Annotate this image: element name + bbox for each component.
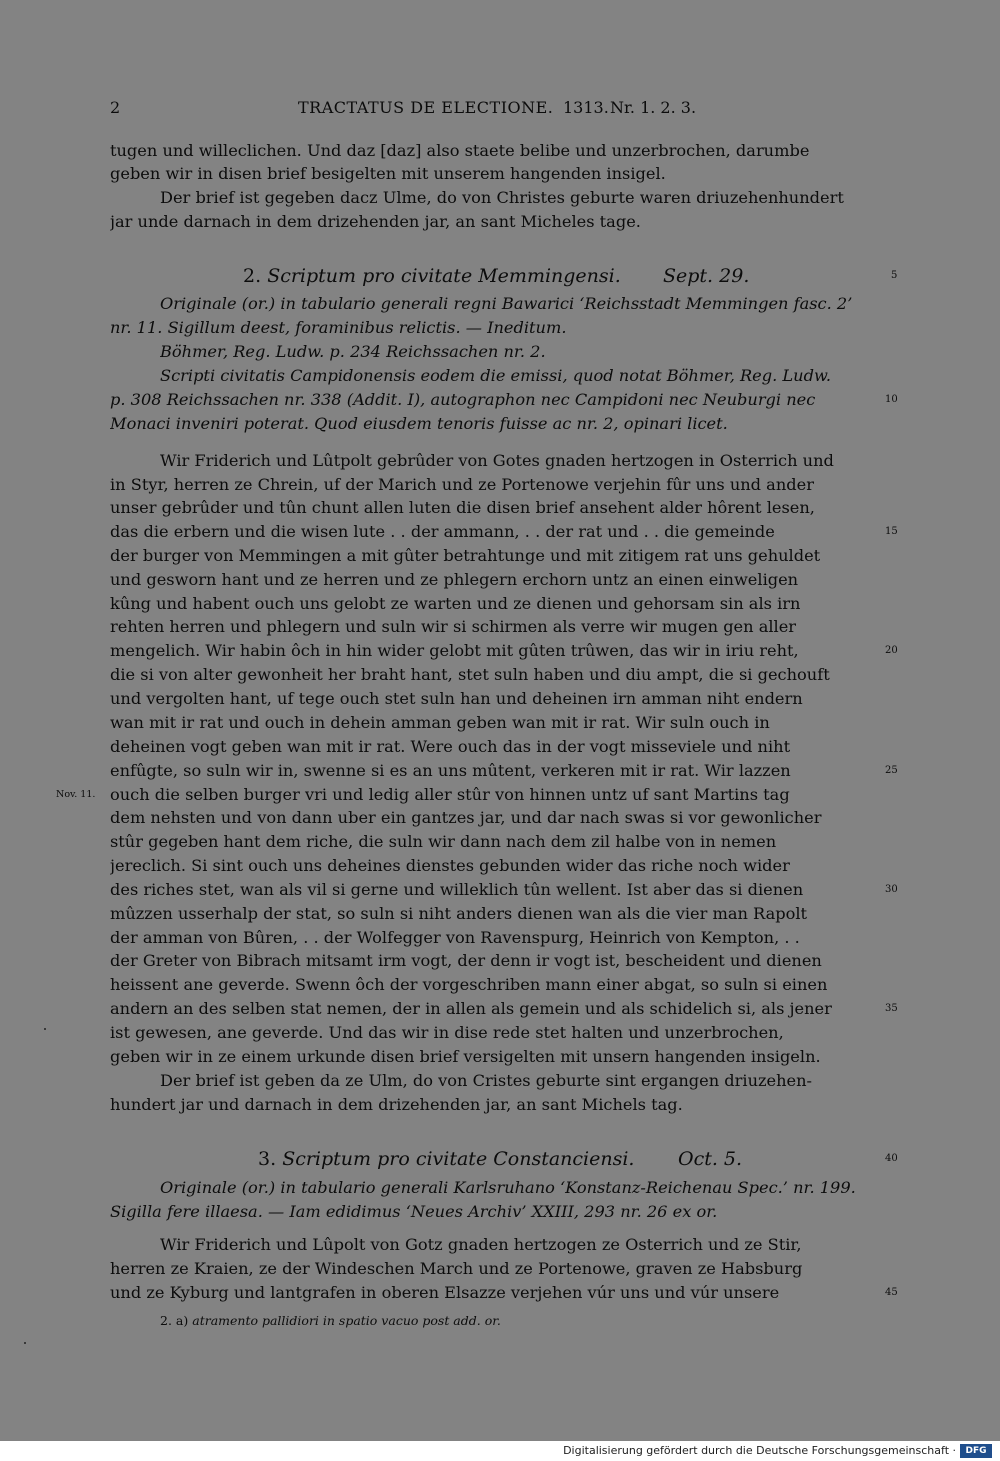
apparatus-line: Originale (or.) in tabulario generali Karlsruhano ‘Konstanz-Reichenau Spec.’ nr. 199. — [160, 1178, 856, 1197]
text-line: Der brief ist gegeben dacz Ulme, do von Christes geburte waren driuzehenhundert — [160, 188, 844, 207]
apparatus-line: Böhmer, Reg. Ludw. p. 234 Reichssachen nr. 2. — [160, 342, 546, 361]
footnote-ref: 2. — [160, 1313, 172, 1328]
section-date: Sept. 29. — [663, 265, 750, 287]
text-line: jar unde darnach in dem drizehenden jar, an sant Micheles tage. — [110, 212, 641, 231]
text-line: die si von alter gewonheit her braht hant, stet suln haben und diu ampt, die si gechouft — [110, 665, 830, 684]
footnote-mark: a) — [175, 1313, 189, 1328]
text-line: mûzzen usserhalp der stat, so suln si niht anders dienen wan als die vier man Rapolt — [110, 904, 808, 923]
apparatus-line: p. 308 Reichssachen nr. 338 (Addit. I), autographon nec Campidoni nec Neuburgi nec — [110, 390, 816, 409]
section-number: 3. — [258, 1148, 277, 1170]
running-year: 1313. — [563, 98, 609, 117]
running-doc-numbers: Nr. 1. 2. 3. — [610, 98, 697, 117]
text-line: deheinen vogt geben wan mit ir rat. Were ouch das in der vogt misseviele und niht — [110, 737, 791, 756]
text-line: der burger von Memmingen a mit gûter betrahtunge und mit zitigem rat uns gehuldet — [110, 546, 821, 565]
text-line: mengelich. Wir habin ôch in hin wider gelobt mit gûten trûwen, das wir in iriu reht, — [110, 641, 799, 660]
footnote-text: atramento pallidiori in spatio vacuo post add. or. — [192, 1313, 501, 1328]
text-line: unser gebrûder und tûn chunt allen luten die disen brief ansehent alder hôrent lesen, — [110, 498, 815, 517]
section-title: Scriptum pro civitate Memmingensi. — [267, 265, 621, 287]
running-title: TRACTATUS DE ELECTIONE. — [298, 98, 554, 117]
text-line: und gesworn hant und ze herren und ze phlegern erchorn untz an einen einweligen — [110, 570, 799, 589]
line-number: 15 — [885, 526, 898, 537]
line-number: 35 — [885, 1003, 898, 1014]
section-heading — [258, 1147, 634, 1171]
text-line: andern an des selben stat nemen, der in allen als gemein und als schidelich si, als jener — [110, 999, 832, 1018]
text-line: der amman von Bûren, . . der Wolfegger von Ravenspurg, Heinrich von Kempton, . . — [110, 928, 800, 947]
apparatus-line: nr. 11. Sigillum deest, foraminibus relictis. — Ineditum. — [110, 318, 567, 337]
text-line: und ze Kyburg und lantgrafen in oberen Elsazze verjehen vúr uns und vúr unsere — [110, 1283, 780, 1302]
text-line: enfûgte, so suln wir in, swenne si es an uns mûtent, verkeren mit ir rat. Wir lazzen — [110, 761, 791, 780]
text-line: tugen und willeclichen. Und daz [daz] also staete belibe und unzerbrochen, darumbe — [110, 141, 810, 160]
text-line: Der brief ist geben da ze Ulm, do von Cristes geburte sint ergangen driuzehen- — [160, 1071, 812, 1090]
text-line: stûr gegeben hant dem riche, die suln wir dann nach dem zil halbe von in nemen — [110, 832, 777, 851]
line-number: 20 — [885, 645, 898, 656]
text-line: das die erbern und die wisen lute . . der ammann, . . der rat und . . die gemeinde — [110, 522, 775, 541]
line-number: 45 — [885, 1287, 898, 1298]
apparatus-line: Scripti civitatis Campidonensis eodem die emissi, quod notat Böhmer, Reg. Ludw. — [160, 366, 832, 385]
apparatus-line: Monaci inveniri poterat. Quod eiusdem tenoris fuisse ac nr. 2, opinari licet. — [110, 414, 728, 433]
credit-text: Digitalisierung gefördert durch die Deutsche Forschungsgemeinschaft · — [563, 1444, 956, 1457]
text-line: und vergolten hant, uf tege ouch stet suln han und deheinen irn amman niht endern — [110, 689, 803, 708]
text-line: in Styr, herren ze Chrein, uf der Marich und ze Portenowe verjehin fûr uns und ander — [110, 475, 814, 494]
dfg-logo[interactable]: DFG — [960, 1444, 992, 1458]
text-line: geben wir in disen brief besigelten mit unserem hangenden insigel. — [110, 164, 666, 183]
scan-speck — [44, 1028, 46, 1030]
text-line: kûng und habent ouch uns gelobt ze warten und ze dienen und gehorsam sin als irn — [110, 594, 801, 613]
text-line: Wir Friderich und Lûpolt von Gotz gnaden hertzogen ze Osterrich und ze Stir, — [160, 1235, 802, 1254]
line-number: 30 — [885, 884, 898, 895]
text-line: wan mit ir rat und ouch in dehein amman geben wan mit ir rat. Wir suln ouch in — [110, 713, 770, 732]
apparatus-line: Originale (or.) in tabulario generali regni Bawarici ‘Reichsstadt Memmingen fasc. 2’ — [160, 294, 853, 313]
digitization-credit-bar — [0, 1441, 1000, 1461]
section-number: 2. — [243, 265, 262, 287]
margin-date: Nov. 11. — [56, 789, 96, 800]
scan-speck — [24, 1342, 26, 1344]
text-line: geben wir in ze einem urkunde disen brief versigelten mit unsern hangenden insigeln. — [110, 1047, 821, 1066]
section-heading — [243, 264, 621, 288]
text-line: Wir Friderich und Lûtpolt gebrûder von Gotes gnaden hertzogen in Osterrich und — [160, 451, 834, 470]
line-number: 5 — [891, 270, 898, 281]
text-line: der Greter von Bibrach mitsamt irm vogt, der denn ir vogt ist, bescheident und dienen — [110, 951, 822, 970]
apparatus-line: Sigilla fere illaesa. — Iam edidimus ‘Neues Archiv’ XXIII, 293 nr. 26 ex or. — [110, 1202, 718, 1221]
text-line: hundert jar und darnach in dem drizehenden jar, an sant Michels tag. — [110, 1095, 683, 1114]
page-number: 2 — [110, 98, 121, 117]
text-line: ist gewesen, ane geverde. Und das wir in dise rede stet halten und unzerbrochen, — [110, 1023, 784, 1042]
section-title: Scriptum pro civitate Constanciensi. — [282, 1148, 635, 1170]
text-line: rehten herren und phlegern und suln wir si schirmen als verre wir mugen gen aller — [110, 617, 797, 636]
text-line: heissent ane geverde. Swenn ôch der vorgeschriben mann einer abgat, so suln si einen — [110, 975, 828, 994]
text-line: des riches stet, wan als vil si gerne und willeklich tûn wellent. Ist aber das si dienen — [110, 880, 804, 899]
footnote — [160, 1312, 501, 1330]
line-number: 25 — [885, 765, 898, 776]
text-line: dem nehsten und von dann uber ein gantzes jar, und dar nach swas si vor gewonlicher — [110, 808, 822, 827]
section-date: Oct. 5. — [678, 1148, 743, 1170]
text-line: herren ze Kraien, ze der Windeschen March und ze Portenowe, graven ze Habsburg — [110, 1259, 803, 1278]
text-line: jereclich. Si sint ouch uns deheines dienstes gebunden wider das riche noch wider — [110, 856, 790, 875]
line-number: 40 — [885, 1153, 898, 1164]
line-number: 10 — [885, 394, 898, 405]
text-line: ouch die selben burger vri und ledig aller stûr von hinnen untz uf sant Martins tag — [110, 785, 790, 804]
